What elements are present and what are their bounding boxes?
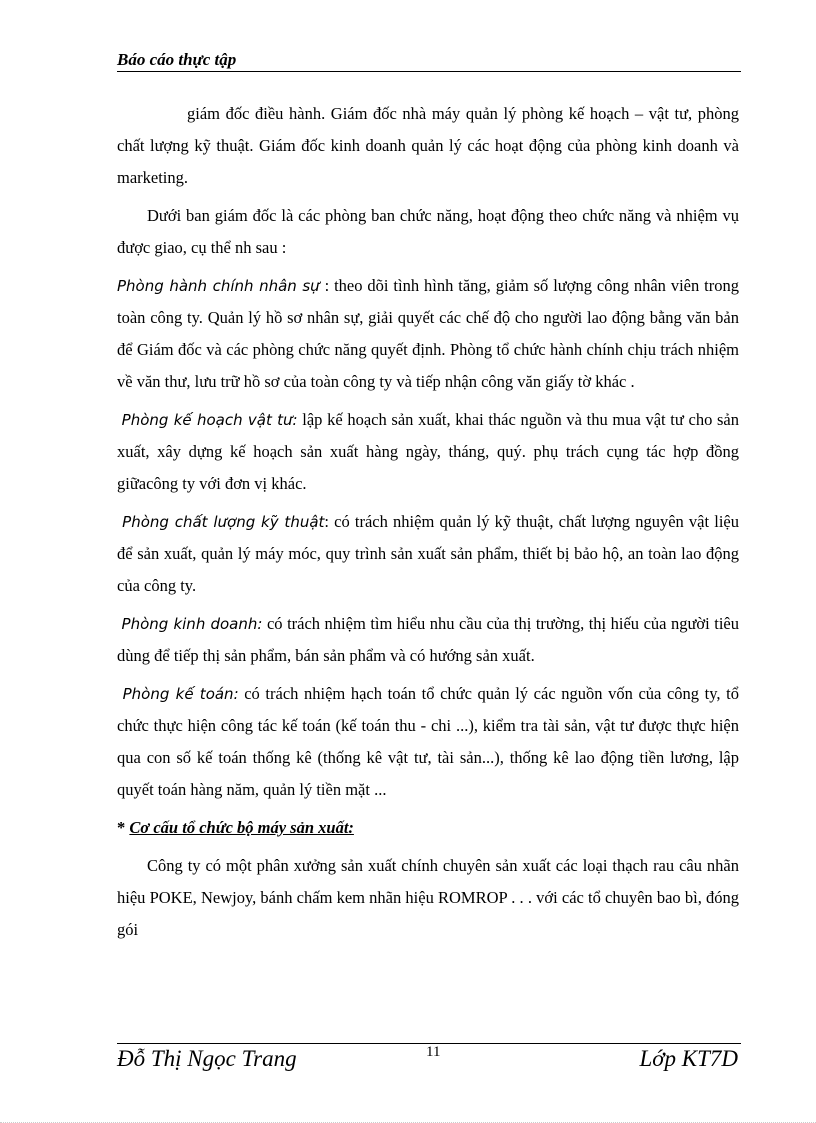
sales-department-label: Phòng kinh doanh: (121, 615, 263, 633)
section-heading-title: Cơ cấu tổ chức bộ máy sản xuất: (129, 818, 354, 837)
paragraph-accounting-department (117, 678, 739, 806)
paragraph-departments-intro: Dưới ban giám đốc là các phòng ban chức năng, hoạt động theo chức năng và nhiệm vụ được giao, cụ thể nh sau : (117, 206, 739, 257)
section-heading (117, 812, 739, 844)
section-bullet: * (117, 818, 130, 837)
paragraph-planning-department (117, 404, 739, 500)
accounting-department-label: Phòng kế toán: (122, 685, 239, 703)
footer-author: Đỗ Thị Ngọc Trang (117, 1046, 297, 1071)
planning-department-label: Phòng kế hoạch vật tư: (121, 411, 298, 429)
paragraph-production: Công ty có một phân xưởng sản xuất chính chuyên sản xuất các loại thạch rau câu nhãn hiệu POKE, Newjoy, bánh chấm kem nhãn hiệu ROMROP . . . với các tổ chuyên bao bì, đóng gói (117, 856, 739, 939)
planning-department-text: lập kế hoạch sản xuất, khai thác nguồn và thu mua vật tư cho sản xuất, xây dựng kế hoạch sản xuất hàng ngày, tháng, quý. phụ trách cụng tác hợp đồng giữacông ty với đơn vị khác. (117, 410, 739, 493)
hr-department-label: Phòng hành chính nhân sự (117, 277, 320, 295)
paragraph-quality-department (117, 506, 739, 602)
page-header-title: Báo cáo thực tập (117, 50, 237, 69)
footer-class-label: Lớp KT7D (639, 1046, 738, 1071)
quality-department-label: Phòng chất lượng kỹ thuật (122, 513, 325, 531)
accounting-department-text: có trách nhiệm hạch toán tổ chức quản lý các nguồn vốn của công ty, tổ chức thực hiện công tác kế toán (kế toán thu - chi ...), kiểm tra tài sản, vật tư được thực hiện qua con số kế toán thống kê (thống kê vật tư, tài sản...), thống kê lao động tiền lương, lập quyết toán hàng năm, quản lý tiền mặt ... (117, 684, 740, 799)
paragraph-sales-department (117, 608, 739, 672)
quality-department-text: : có trách nhiệm quản lý kỹ thuật, chất lượng nguyên vật liệu để sản xuất, quản lý máy móc, quy trình sản xuất sản phẩm, thiết bị bảo hộ, an toàn lao động của công ty. (117, 512, 739, 595)
header-divider (117, 71, 741, 72)
document-body (117, 98, 739, 952)
paragraph-hr-department (117, 270, 739, 398)
page-number: 11 (426, 1044, 441, 1060)
sales-department-text: có trách nhiệm tìm hiểu nhu cầu của thị trường, thị hiếu của người tiêu dùng để tiếp thị sản phẩm, bán sản phẩm và có hướng sản xuất. (117, 614, 740, 665)
paragraph-directors: giám đốc điều hành. Giám đốc nhà máy quản lý phòng kế hoạch – vật tư, phòng chất lượng kỹ thuật. Giám đốc kinh doanh quản lý các hoạt động của phòng kinh doanh và marketing. (117, 104, 739, 187)
hr-department-text: : theo dõi tình hình tăng, giảm số lượng công nhân viên trong toàn công ty. Quản lý hồ sơ nhân sự, giải quyết các chế độ cho người lao động bằng văn bản để Giám đốc và các phòng chức năng quyết định. Phòng tổ chức hành chính chịu trách nhiệm về văn thư, lưu trữ hồ sơ của toàn công ty và tiếp nhận công văn giấy tờ khác . (117, 276, 739, 391)
